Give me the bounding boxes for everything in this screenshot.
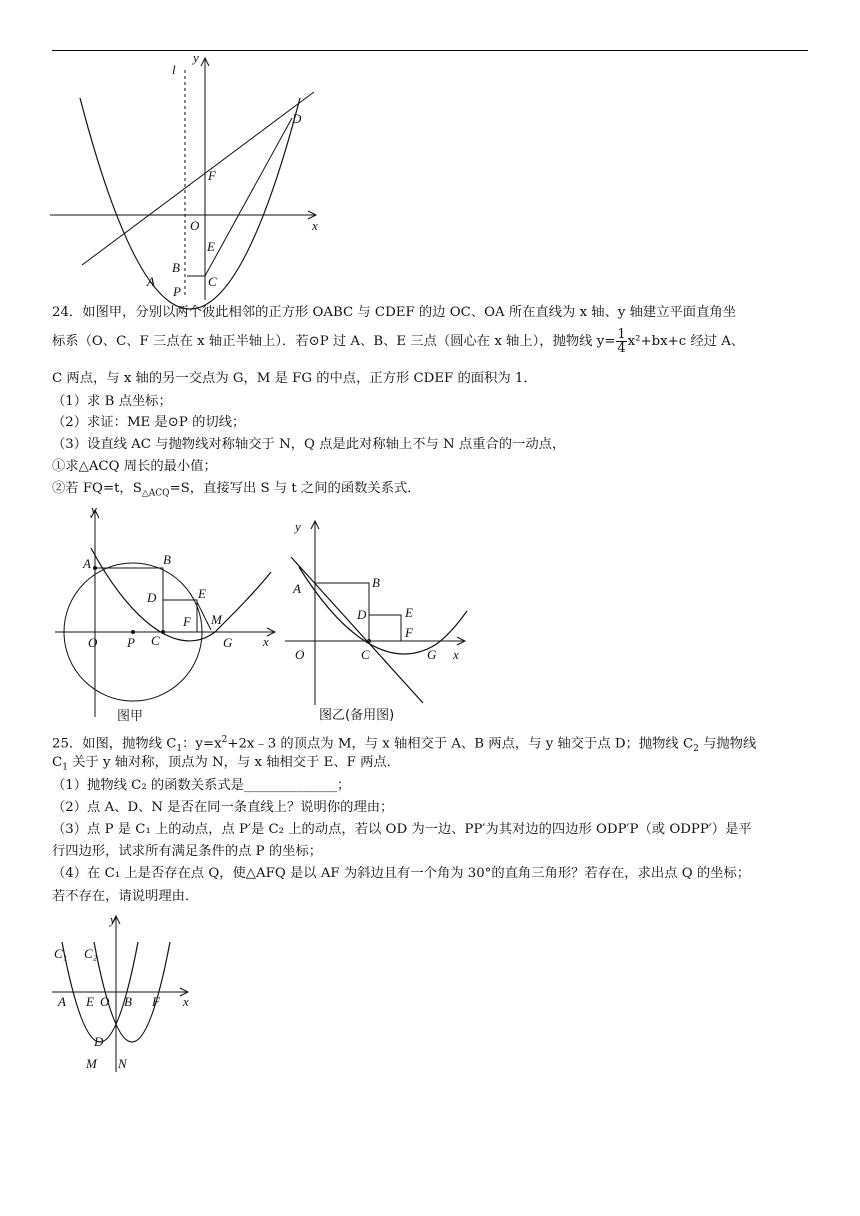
- q24-line2: [52, 328, 744, 355]
- jia-label-g: G: [223, 635, 233, 650]
- label-a: A: [147, 274, 155, 289]
- frac-den: 4: [617, 341, 626, 356]
- q25-line1-sub1: 1: [176, 744, 183, 755]
- label-p: P: [173, 284, 181, 299]
- yi-label-b: B: [372, 575, 380, 590]
- label-c: C: [208, 274, 217, 289]
- q25-part4-cont: 若不存在，请说明理由．: [52, 889, 199, 904]
- q25-line1-c: +2x﹣3 的顶点为 M，与 x 轴相交于 A、B 两点，与 y 轴交于点 D；抛物线 C: [227, 736, 694, 752]
- label-b: B: [172, 260, 180, 275]
- q25-label-n: N: [118, 1056, 127, 1071]
- jia-label-p: P: [127, 635, 135, 650]
- q24-line3: C 两点，与 x 轴的另一交点为 G，M 是 FG 的中点，正方形 CDEF 的面积为 1．: [52, 371, 537, 386]
- q25-line1-a: 25．如图，抛物线 C: [52, 736, 177, 752]
- fig-jia: [55, 502, 285, 724]
- jia-label-y: y: [91, 502, 97, 517]
- q25-part3-cont: 行四边形，试求所有满足条件的点 P 的坐标；: [52, 844, 323, 859]
- yi-label-d: D: [357, 607, 367, 622]
- label-x: x: [312, 218, 318, 233]
- yi-label-o: O: [295, 647, 305, 662]
- q24-part3b-b: =S，直接写出 S 与 t 之间的函数关系式．: [169, 481, 421, 496]
- q25-line1-d: 与抛物线: [698, 736, 757, 752]
- q24-part3b-sub: △ACQ: [141, 488, 170, 499]
- q25-label-f: F: [152, 994, 160, 1009]
- q25-line2: [52, 754, 400, 777]
- q25-label-c2: C₂: [84, 946, 98, 961]
- yi-label-g: G: [427, 647, 437, 662]
- jia-caption: 图甲: [117, 709, 144, 724]
- yi-label-e: E: [405, 605, 413, 620]
- q25-label-d: D: [94, 1034, 104, 1049]
- q25-line2-sub: 1: [62, 762, 68, 773]
- yi-label-y: y: [295, 519, 301, 534]
- yi-label-a: A: [293, 581, 301, 596]
- frac-num: 1: [617, 327, 626, 342]
- q25-part2: （2）点 A、D、N 是否在同一条直线上？说明你的理由；: [52, 800, 394, 815]
- yi-label-c: C: [361, 647, 370, 662]
- q25-line1-sup: 2: [221, 735, 228, 745]
- jia-label-f: F: [183, 614, 191, 629]
- q25-line2-b: 关于 y 轴对称，顶点为 N，与 x 轴相交于 E、F 两点．: [67, 755, 400, 770]
- label-y: y: [193, 50, 199, 65]
- q25-figure: [50, 912, 200, 1082]
- q24-part1: （1）求 B 点坐标；: [52, 394, 172, 409]
- q25-part4: （4）在 C₁ 上是否存在点 Q，使△AFQ 是以 AF 为斜边且有一个角为 30°的直角三角形？若存在，求出点 Q 的坐标；: [52, 866, 751, 881]
- q25-label-m: M: [86, 1056, 97, 1071]
- q25-label-y: y: [110, 912, 116, 927]
- label-o: O: [190, 218, 200, 233]
- label-l: l: [172, 62, 176, 77]
- fig-yi: [285, 515, 475, 723]
- q24-line2-pre: 标系（O、C、F 三点在 x 轴正半轴上）．若⊙P 过 A、B、E 三点（圆心在 x 轴上），抛物线 y=: [52, 334, 616, 349]
- q24-part3a: ①求△ACQ 周长的最小值；: [52, 459, 217, 474]
- q24-part3b-a: ②若 FQ=t，S: [52, 481, 142, 496]
- q25-label-x: x: [183, 994, 189, 1009]
- jia-label-b: B: [163, 552, 171, 567]
- yi-caption: 图乙(备用图): [319, 708, 395, 723]
- yi-label-f: F: [405, 625, 413, 640]
- jia-label-x: x: [263, 634, 269, 649]
- q25-part1: （1）抛物线 C₂ 的函数关系式是______________；: [52, 778, 351, 793]
- q25-label-o: O: [100, 994, 110, 1009]
- label-f: F: [208, 168, 216, 183]
- jia-label-c: C: [151, 633, 160, 648]
- yi-label-x: x: [453, 647, 459, 662]
- q25-part3: （3）点 P 是 C₁ 上的动点，点 P′是 C₂ 上的动点，若以 OD 为一边、PP′为其对边的四边形 ODP′P（或 ODPP′）是平: [52, 822, 752, 837]
- q24-part2: （2）求证：ME 是⊙P 的切线；: [52, 415, 246, 430]
- q24-part3b: [52, 480, 421, 503]
- jia-label-e: E: [198, 586, 206, 601]
- jia-label-d: D: [147, 590, 157, 605]
- q24-line1: 24．如图甲，分别以两个彼此相邻的正方形 OABC 与 CDEF 的边 OC、OA 所在直线为 x 轴、y 轴建立平面直角坐: [52, 305, 736, 320]
- q24-part3: （3）设直线 AC 与抛物线对称轴交于 N，Q 点是此对称轴上不与 N 点重合的一动点，: [52, 437, 566, 452]
- q25-label-a: A: [58, 994, 66, 1009]
- label-e: E: [207, 239, 215, 254]
- label-d: D: [292, 111, 302, 126]
- q25-label-b: B: [124, 994, 132, 1009]
- q25-line2-a: C: [52, 755, 63, 770]
- q25-label-e: E: [86, 994, 94, 1009]
- jia-label-a: A: [83, 556, 91, 571]
- q24-line2-post: x²+bx+c 经过 A、: [627, 334, 745, 349]
- jia-label-o: O: [88, 635, 98, 650]
- q25-line1-sub2: 2: [693, 744, 699, 755]
- fraction-one-quarter: [616, 328, 626, 355]
- q25-line1-b: ：y=x: [182, 736, 222, 752]
- jia-label-m: M: [211, 612, 222, 627]
- q23-figure: [50, 50, 330, 300]
- q25-label-c1: C₁: [54, 946, 68, 961]
